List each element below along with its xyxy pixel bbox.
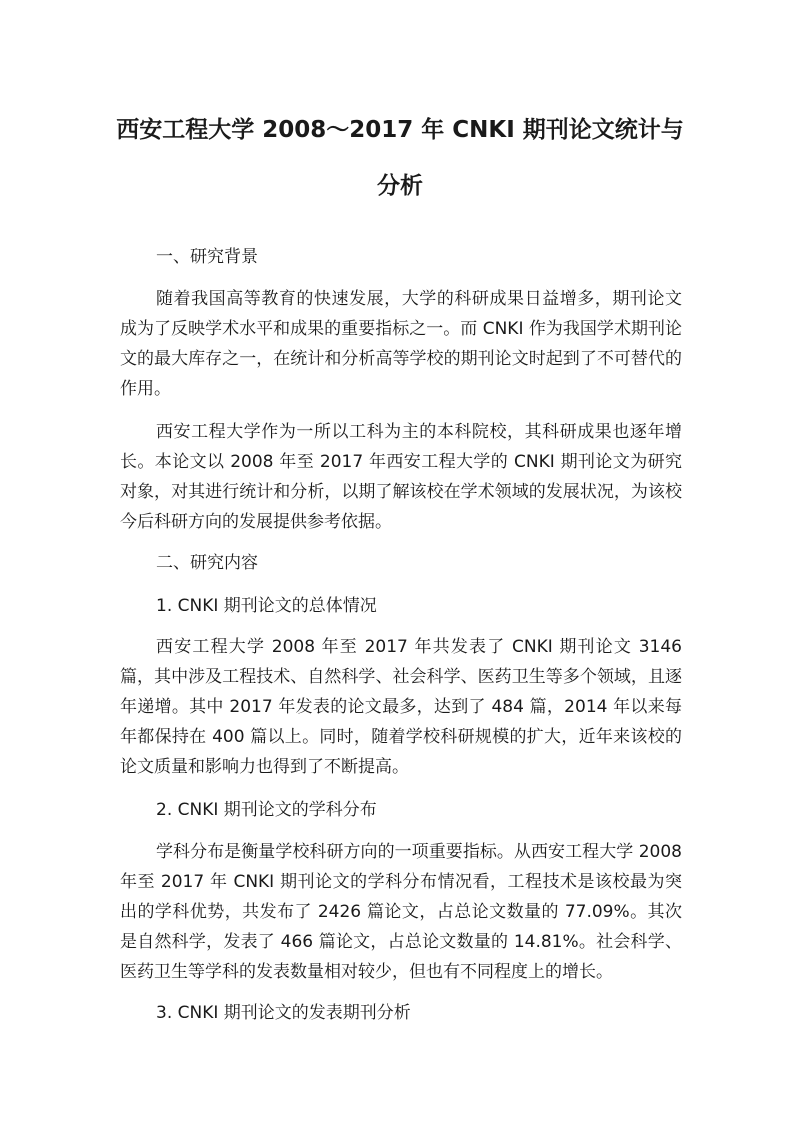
paragraph: 西安工程大学 2008 年至 2017 年共发表了 CNKI 期刊论文 3146 篇，其中涉及工程技术、自然科学、社会科学、医药卫生等多个领域，且逐年递增。其中 2017 年发表的论文最多，达到了 484 篇，2014 年以来每年都保持在 400 篇以上。同时，随着学校科研规模的扩大，近年来该校的论文质量和影响力也得到了不断提高。 [120, 637, 682, 777]
section-heading-background: 一、研究背景 [156, 247, 258, 267]
subsection-heading-journals: 3. CNKI 期刊论文的发表期刊分析 [156, 1003, 411, 1023]
document-title: 西安工程大学 2008～2017 年 CNKI 期刊论文统计与分析 [116, 117, 684, 199]
subsection-heading-overview: 1. CNKI 期刊论文的总体情况 [156, 596, 377, 616]
subsection-heading-discipline: 2. CNKI 期刊论文的学科分布 [156, 800, 377, 820]
paragraph: 随着我国高等教育的快速发展，大学的科研成果日益增多，期刊论文成为了反映学术水平和成果的重要指标之一。而 CNKI 作为我国学术期刊论文的最大库存之一，在统计和分析高等学校的期刊论文时起到了不可替代的作用。 [120, 289, 682, 399]
paragraph: 学科分布是衡量学校科研方向的一项重要指标。从西安工程大学 2008 年至 2017 年 CNKI 期刊论文的学科分布情况看，工程技术是该校最为突出的学科优势，共发布了 2426 篇论文，占总论文数量的 77.09%。其次是自然科学，发表了 466 篇论文，占总论文数量的 14.81%。社会科学、医药卫生等学科的发表数量相对较少，但也有不同程度上的增长。 [120, 842, 682, 982]
paragraph: 西安工程大学作为一所以工科为主的本科院校，其科研成果也逐年增长。本论文以 2008 年至 2017 年西安工程大学的 CNKI 期刊论文为研究对象，对其进行统计和分析，以期了解该校在学术领域的发展状况，为该校今后科研方向的发展提供参考依据。 [120, 422, 682, 532]
section-heading-content: 二、研究内容 [156, 553, 258, 573]
